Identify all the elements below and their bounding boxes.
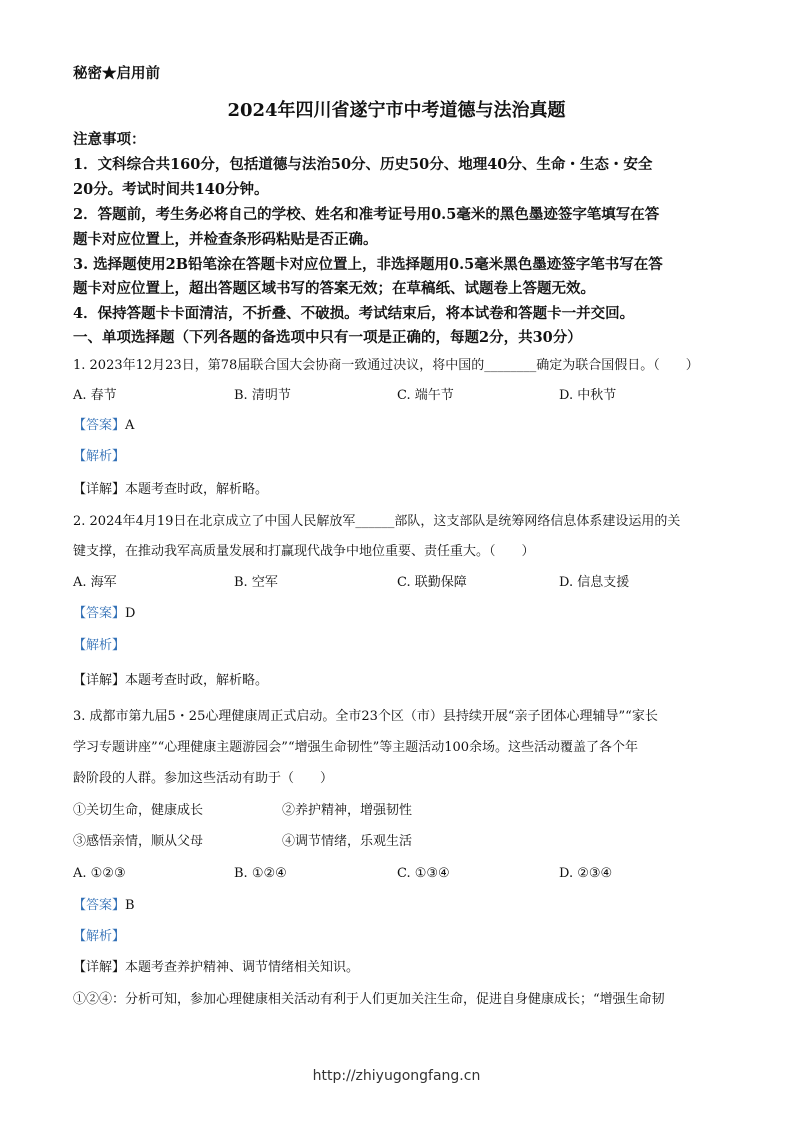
answer-tag: 【答案】: [73, 898, 126, 913]
q2-option-b: B. 空军: [234, 575, 278, 590]
notice-line: 3. 选择题使用2B铅笔涂在答题卡对应位置上，非选择题用0.5毫米黑色墨迹签字笔书写在答: [73, 256, 663, 273]
q3-option-b: B. ①②④: [234, 866, 287, 881]
notice-line: 20分。考试时间共140分钟。: [73, 181, 269, 198]
q3-option-d: D. ②③④: [559, 866, 613, 881]
notice-line: 4．保持答题卡卡面清洁，不折叠、不破损。考试结束后，将本试卷和答题卡一并交回。: [73, 305, 635, 322]
q2-option-a: A. 海军: [73, 575, 117, 590]
notice-heading: 注意事项：: [73, 131, 146, 148]
question-1-stem: 1. 2023年12月23日，第78届联合国大会协商一致通过决议，将中国的________确定为联合国假日。（ ）: [73, 358, 699, 373]
q2-analysis-tag: 【解析】: [73, 638, 126, 653]
notice-line: 2．答题前，考生务必将自己的学校、姓名和准考证号用0.5毫米的黑色墨迹签字笔填写在答: [73, 206, 660, 223]
answer-value: A: [125, 418, 135, 433]
page-title: 2024年四川省遂宁市中考道德与法治真题: [227, 100, 566, 121]
question-3-stem: 3. 成都市第九届5・25心理健康周正式启动。全市23个区（市）县持续开展“亲子团体心理辅导”“家长: [73, 709, 658, 724]
q3-item-1: ①关切生命，健康成长: [73, 803, 204, 818]
q1-detail: 【详解】本题考查时政，解析略。: [73, 482, 269, 497]
q3-explanation: ①②④：分析可知，参加心理健康相关活动有利于人们更加关注生命，促进自身健康成长；“增强生命韧: [73, 992, 665, 1007]
q2-option-d: D. 信息支援: [559, 575, 630, 590]
secret-label: 秘密★启用前: [73, 65, 160, 82]
q3-answer: [73, 896, 135, 916]
answer-tag: 【答案】: [73, 418, 126, 433]
question-3-stem: 龄阶段的人群。参加这些活动有助于（ ）: [73, 771, 334, 786]
q3-item-3: ③感悟亲情，顺从父母: [73, 834, 204, 849]
q3-option-a: A. ①②③: [73, 866, 126, 881]
question-2-stem: 键支撑，在推动我军高质量发展和打赢现代战争中地位重要、责任重大。（ ）: [73, 544, 535, 559]
answer-value: D: [125, 606, 136, 621]
question-2-stem: 2. 2024年4月19日在北京成立了中国人民解放军______部队，这支部队是统筹网络信息体系建设运用的关: [73, 514, 681, 529]
notice-line: 1．文科综合共160分，包括道德与法治50分、历史50分、地理40分、生命・生态・安全: [73, 156, 653, 173]
q1-answer: [73, 416, 134, 436]
q1-option-c: C. 端午节: [397, 388, 454, 403]
q1-option-d: D. 中秋节: [559, 388, 617, 403]
notice-line: 题卡对应位置上，并检查条形码粘贴是否正确。: [73, 231, 378, 248]
q1-option-b: B. 清明节: [234, 388, 291, 403]
q3-analysis-tag: 【解析】: [73, 929, 126, 944]
answer-tag: 【答案】: [73, 606, 126, 621]
q3-item-2: ②养护精神，增强韧性: [282, 803, 413, 818]
q1-option-a: A. 春节: [73, 388, 117, 403]
q2-answer: [73, 604, 135, 624]
section-heading: 一、单项选择题（下列各题的备选项中只有一项是正确的，每题2分，共30分）: [73, 329, 582, 346]
q3-detail: 【详解】本题考查养护精神、调节情绪相关知识。: [73, 960, 360, 975]
answer-value: B: [125, 898, 135, 913]
q3-item-4: ④调节情绪，乐观生活: [282, 834, 413, 849]
q1-analysis-tag: 【解析】: [73, 449, 126, 464]
footer-url: http://zhiyugongfang.cn: [312, 1068, 481, 1084]
question-3-stem: 学习专题讲座”“心理健康主题游园会”“增强生命韧性”等主题活动100余场。这些活动覆盖了各个年: [73, 740, 639, 755]
notice-line: 题卡对应位置上，超出答题区域书写的答案无效；在草稿纸、试题卷上答题无效。: [73, 280, 595, 297]
q3-option-c: C. ①③④: [397, 866, 450, 881]
q2-detail: 【详解】本题考查时政，解析略。: [73, 673, 269, 688]
q2-option-c: C. 联勤保障: [397, 575, 467, 590]
